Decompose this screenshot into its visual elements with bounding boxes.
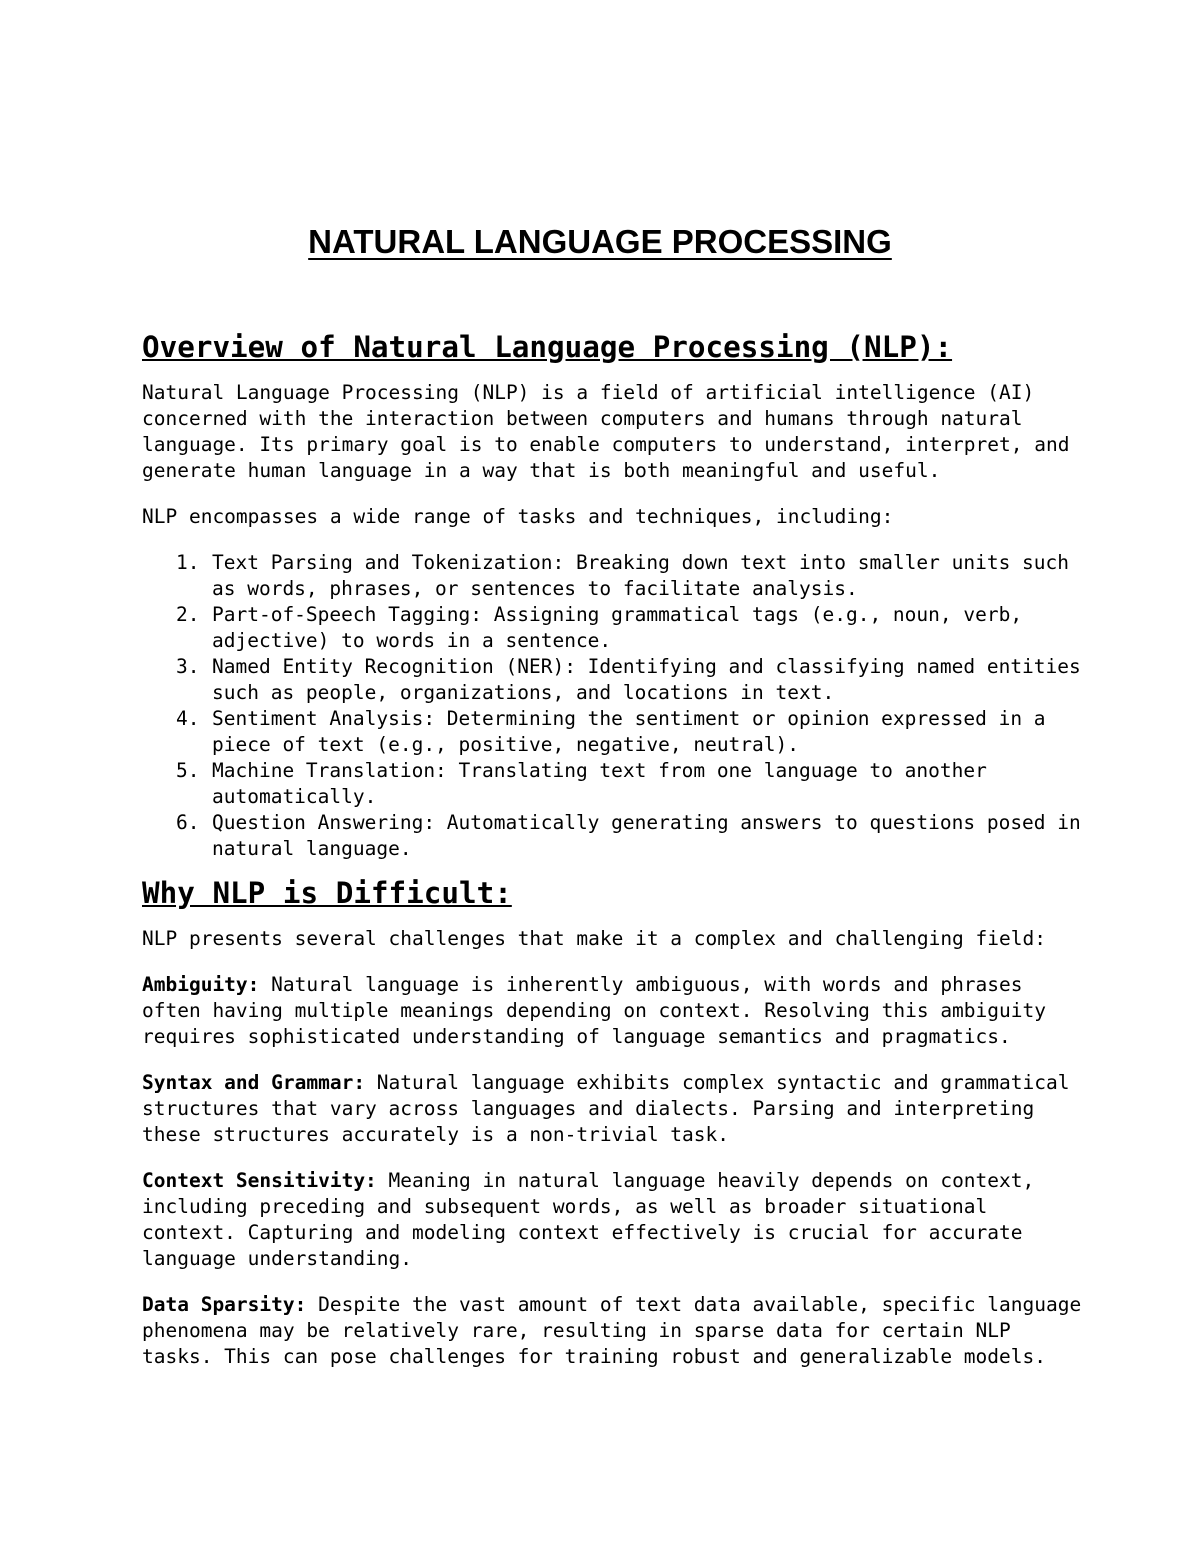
difficulty-intro: NLP presents several challenges that make it a complex and challenging field: <box>142 927 1046 950</box>
list-item-number: 3. <box>176 655 200 678</box>
challenge-text: Natural language is inherently ambiguous, with words and phrases often having multiple meanings depending on context. Resolving this ambiguity requires sophisticated understanding of language semantics and pragmatics. <box>142 973 1046 1048</box>
list-item-text: Question Answering: Automatically generating answers to questions posed in natural language. <box>212 811 1081 860</box>
overview-paragraph: Natural Language Processing (NLP) is a field of artificial intelligence (AI) concerned with the interaction between computers and humans through natural language. Its primary goal is to enable computers to understand, interpret, and generate human language in a way that is both meaningful and useful. <box>142 381 1070 482</box>
challenge-text: Despite the vast amount of text data available, specific language phenomena may be relatively rare, resulting in sparse data for certain NLP tasks. This can pose challenges for training robust and generalizable models. <box>142 1293 1082 1368</box>
list-item-text: Text Parsing and Tokenization: Breaking down text into smaller units such as words, phrases, or sentences to facilitate analysis. <box>212 551 1070 600</box>
challenge-term: Context Sensitivity: <box>142 1169 377 1192</box>
list-item <box>142 810 1082 862</box>
list-item-number: 1. <box>176 551 200 574</box>
list-item-text: Part-of-Speech Tagging: Assigning grammatical tags (e.g., noun, verb, adjective) to words in a sentence. <box>212 603 1023 652</box>
list-item <box>142 706 1082 758</box>
difficulty-heading: Why NLP is Difficult: <box>142 876 512 910</box>
tasks-intro: NLP encompasses a wide range of tasks and techniques, including: <box>142 505 894 528</box>
challenge-paragraph <box>142 1168 1082 1272</box>
list-item <box>142 550 1082 602</box>
challenge-term: Ambiguity: <box>142 973 260 996</box>
list-item <box>142 758 1082 810</box>
list-item-text: Sentiment Analysis: Determining the sentiment or opinion expressed in a piece of text (e.g., positive, negative, neutral). <box>212 707 1046 756</box>
overview-heading: Overview of Natural Language Processing (NLP): <box>142 330 953 364</box>
challenge-text: Meaning in natural language heavily depends on context, including preceding and subsequent words, as well as broader situational context. Capturing and modeling context effectively is crucial for accurate language understanding. <box>142 1169 1035 1270</box>
list-item-number: 5. <box>176 759 200 782</box>
challenge-paragraph <box>142 1292 1082 1370</box>
list-item-text: Named Entity Recognition (NER): Identifying and classifying named entities such as people, organizations, and locations in text. <box>212 655 1081 704</box>
page-title: NATURAL LANGUAGE PROCESSING <box>308 223 892 260</box>
challenge-paragraph <box>142 972 1082 1050</box>
document-body <box>142 330 1082 1370</box>
list-item <box>142 654 1082 706</box>
challenge-term: Syntax and Grammar: <box>142 1071 366 1094</box>
list-item-text: Machine Translation: Translating text from one language to another automatically. <box>212 759 987 808</box>
list-item-number: 2. <box>176 603 200 626</box>
challenge-term: Data Sparsity: <box>142 1293 307 1316</box>
list-item-number: 6. <box>176 811 200 834</box>
list-item <box>142 602 1082 654</box>
challenge-paragraph <box>142 1070 1082 1148</box>
list-item-number: 4. <box>176 707 200 730</box>
challenge-text: Natural language exhibits complex syntactic and grammatical structures that vary across languages and dialects. Parsing and interpreting these structures accurately is a non-trivial task. <box>142 1071 1070 1146</box>
tasks-list <box>142 550 1082 862</box>
